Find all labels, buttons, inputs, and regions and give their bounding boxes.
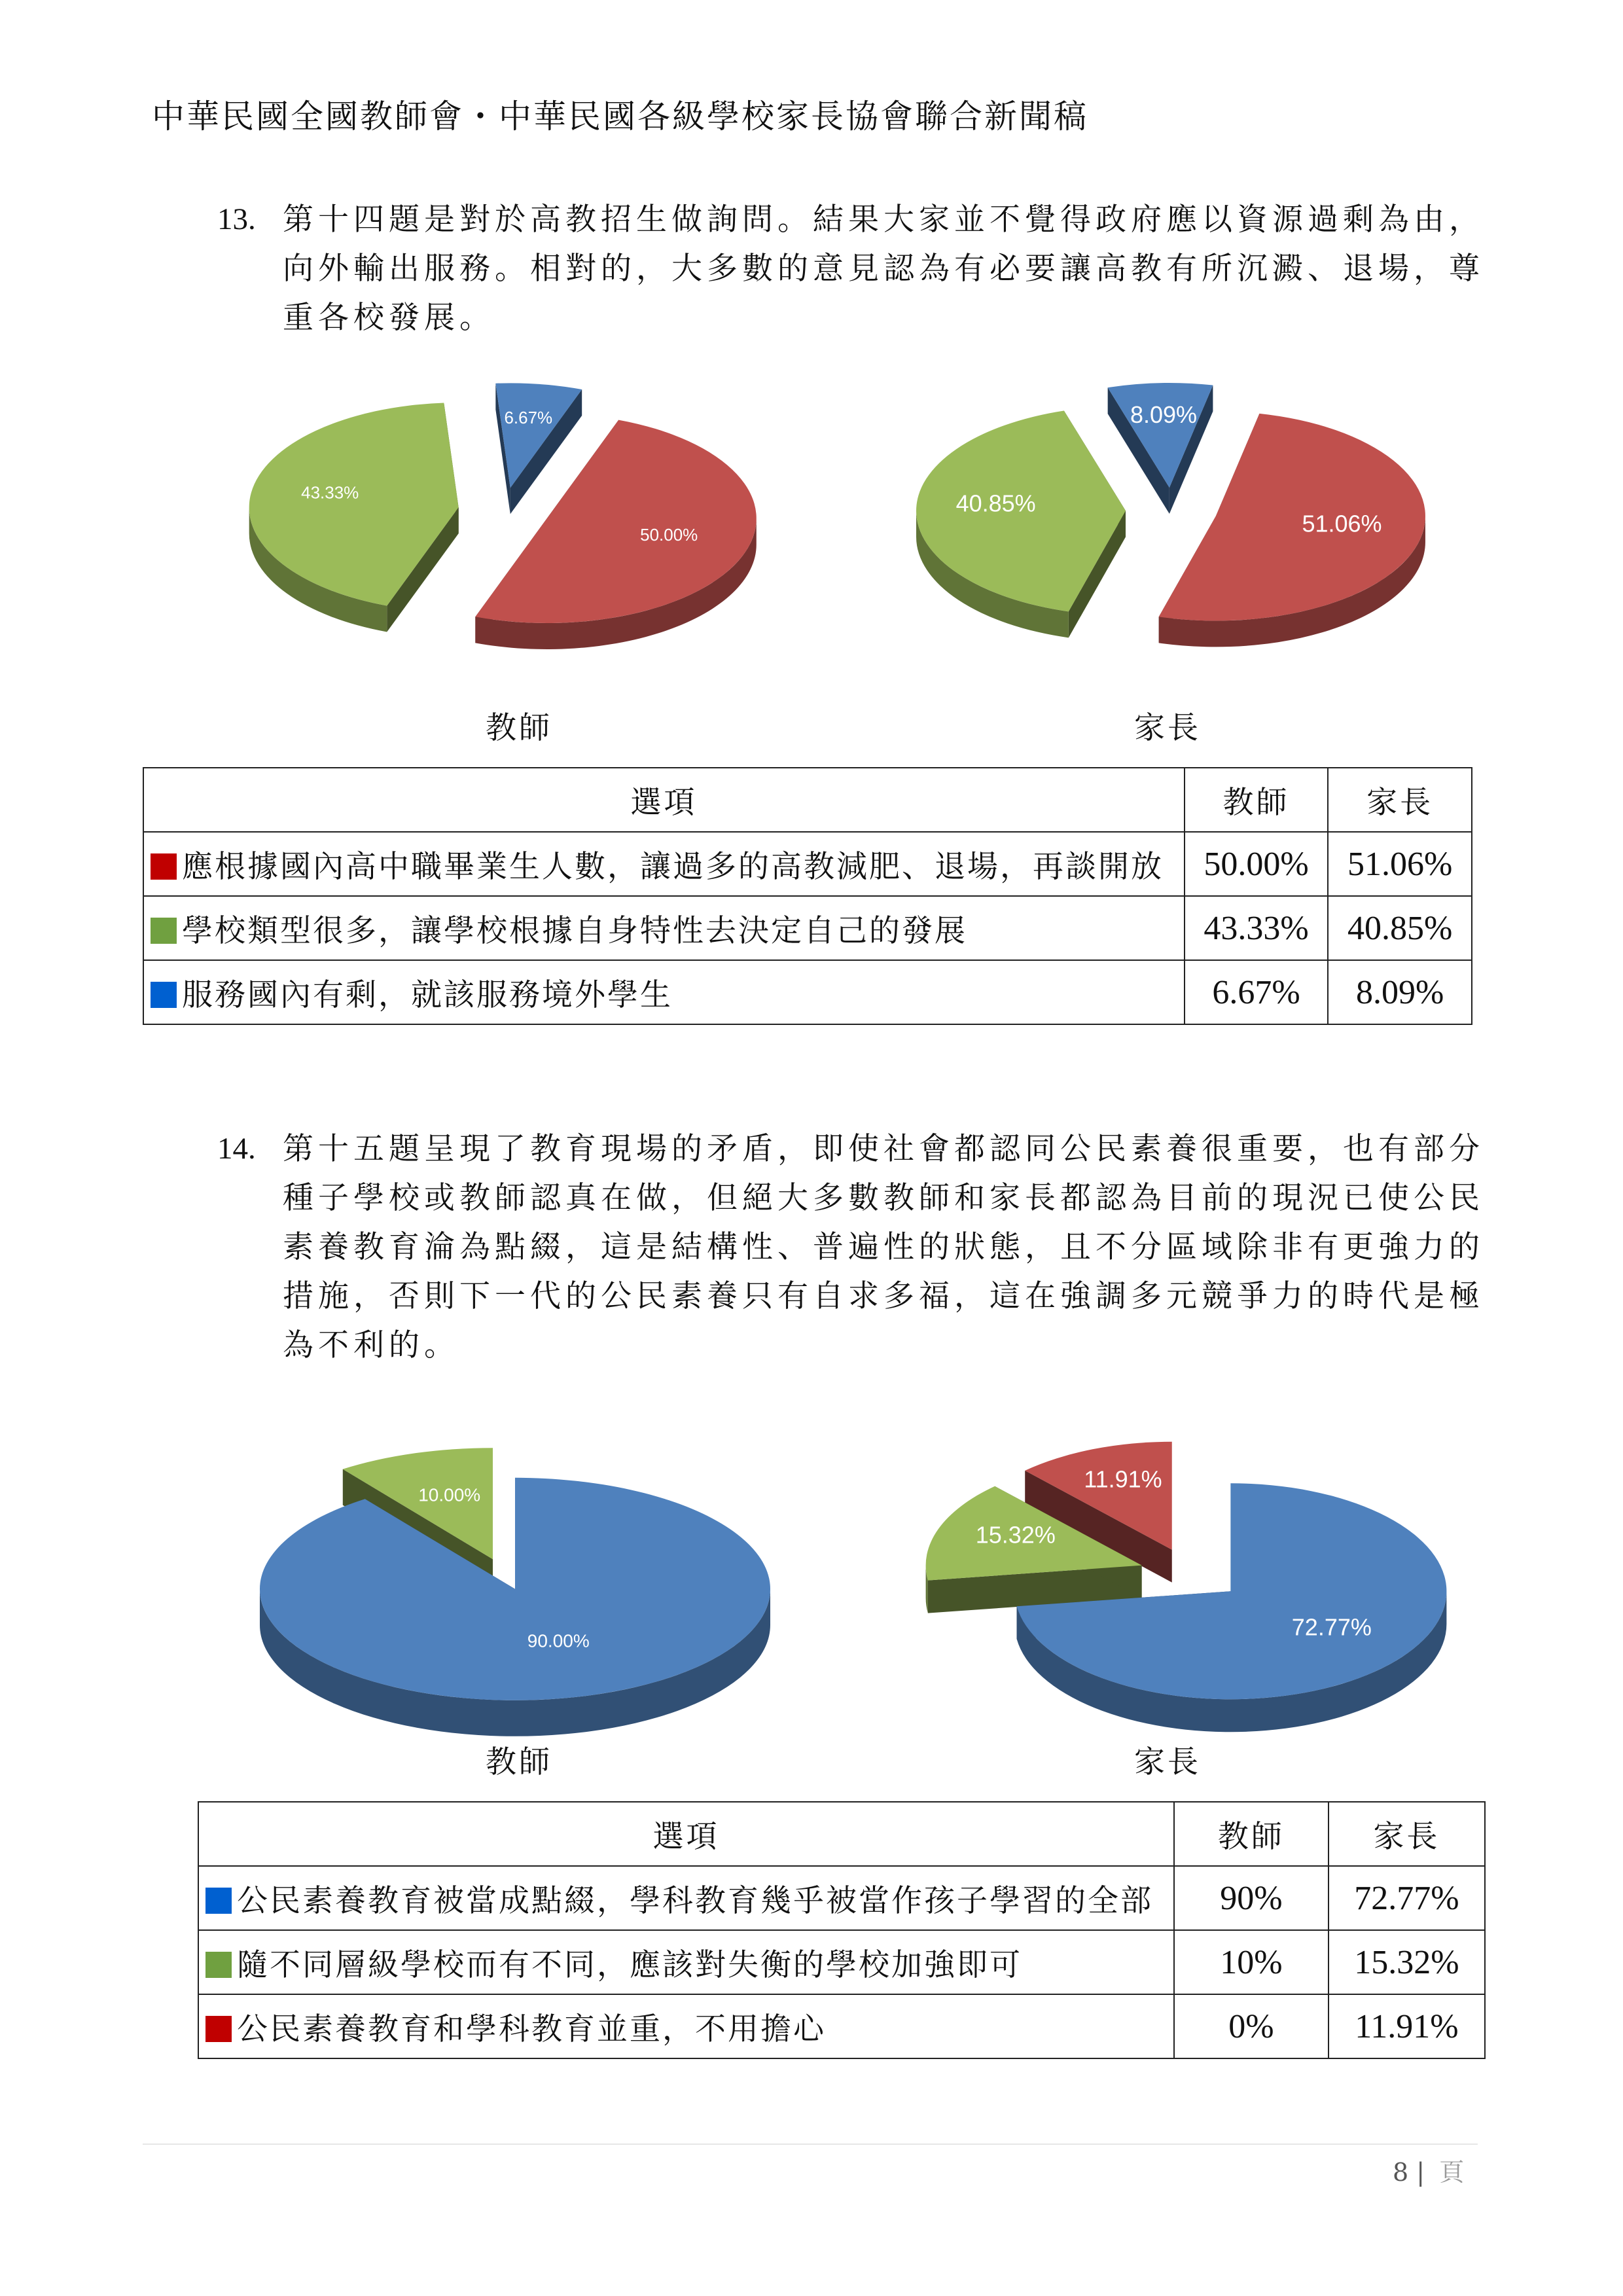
results-table-14 [198,1801,1486,2059]
option-cell [143,960,1185,1024]
teacher-value: 50.00% [1185,832,1329,896]
pie-data-label: 72.77% [1291,1613,1372,1641]
legend-swatch [205,2016,232,2042]
option-cell [143,832,1185,896]
section-14-number: 14. [217,1132,256,1166]
option-cell [198,1994,1174,2058]
pie-data-label: 43.33% [301,482,359,503]
paragraph-line: 素養教育淪為點綴，這是結構性、普遍性的狀態，且不分區域除非有更強力的 [283,1229,1484,1265]
teacher-value: 0% [1174,1994,1329,2058]
section-13-paragraph [217,195,1484,342]
legend-swatch [205,1888,232,1914]
pie-caption-parent: 家長 [1134,710,1201,746]
pie-data-label: 40.85% [955,490,1036,517]
legend-swatch [205,1952,232,1978]
paragraph-line: 重各校發展。 [283,300,495,336]
paragraph-line: 種子學校或教師認真在做，但絕大多數教師和家長都認為目前的現況已使公民 [283,1180,1484,1216]
table-row [198,1930,1485,1994]
pie-chart-13-teacher [242,367,812,694]
legend-swatch [151,853,177,880]
col-header-parent: 家長 [1329,1802,1485,1866]
results-table-13 [143,767,1472,1025]
col-header-parent: 家長 [1328,768,1472,832]
table-header-row [198,1802,1485,1866]
col-header-option: 選項 [198,1802,1174,1866]
col-header-teacher: 教師 [1185,768,1329,832]
table-row [143,896,1472,960]
option-text: 服務國內有剩，就該服務境外學生 [182,977,673,1013]
parent-value: 8.09% [1328,960,1472,1024]
paragraph-line: 第十五題呈現了教育現場的矛盾，即使社會都認同公民素養很重要，也有部分 [283,1131,1484,1167]
page-number-value: 8 [1393,2158,1409,2187]
pie-data-label: 8.09% [1130,401,1198,428]
table-row [143,960,1472,1024]
footer-divider [143,2144,1478,2145]
page-label: 頁 [1439,2158,1465,2187]
option-text: 應根據國內高中職畢業生人數，讓過多的高教減肥、退場，再談開放 [182,848,1164,885]
page-number [1393,2152,1464,2188]
parent-value: 15.32% [1329,1930,1485,1994]
col-header-option: 選項 [143,768,1185,832]
paragraph-line: 措施，否則下一代的公民素養只有自求多福，這在強調多元競爭力的時代是極 [283,1278,1484,1314]
pie-chart-14-teacher [242,1401,812,1741]
option-text: 學校類型很多，讓學校根據自身特性去決定自己的發展 [182,912,967,949]
table-row [198,1994,1485,2058]
pie-data-label: 10.00% [418,1484,481,1505]
pie-slice [260,1478,770,1700]
section-14-paragraph [217,1124,1484,1370]
parent-value: 72.77% [1329,1866,1485,1930]
pie-chart-14-parent [890,1401,1459,1741]
pie-chart-13-parent [890,367,1459,694]
teacher-value: 6.67% [1185,960,1329,1024]
section-13-number: 13. [217,202,256,236]
document-header: 中華民國全國教師會・中華民國各級學校家長協會聯合新聞稿 [152,98,1088,135]
legend-swatch [151,982,177,1008]
parent-value: 51.06% [1328,832,1472,896]
teacher-value: 10% [1174,1930,1329,1994]
parent-value: 11.91% [1329,1994,1485,2058]
pie-data-label: 51.06% [1302,510,1382,537]
pie-data-label: 6.67% [504,408,553,428]
pie-data-label: 50.00% [640,524,698,545]
table-row [198,1866,1485,1930]
paragraph-line: 為不利的。 [283,1327,459,1363]
option-text: 公民素養教育和學科教育並重，不用擔心 [237,2011,826,2047]
col-header-teacher: 教師 [1174,1802,1329,1866]
paragraph-line: 第十四題是對於高教招生做詢問。結果大家並不覺得政府應以資源過剩為由， [283,202,1484,238]
paragraph-line: 向外輸出服務。相對的，大多數的意見認為有必要讓高教有所沉澱、退場，尊 [283,251,1484,287]
option-cell [198,1866,1174,1930]
page-number-separator: | [1416,2158,1425,2187]
option-cell [198,1930,1174,1994]
table-row [143,832,1472,896]
table-header-row [143,768,1472,832]
option-cell [143,896,1185,960]
legend-swatch [151,918,177,944]
option-text: 隨不同層級學校而有不同，應該對失衡的學校加強即可 [237,1946,1022,1983]
teacher-value: 43.33% [1185,896,1329,960]
pie-data-label: 90.00% [527,1630,590,1651]
pie-data-label: 11.91% [1084,1465,1162,1493]
pie-caption-teacher: 教師 [486,1744,552,1780]
teacher-value: 90% [1174,1866,1329,1930]
parent-value: 40.85% [1328,896,1472,960]
pie-caption-teacher: 教師 [486,710,552,746]
option-text: 公民素養教育被當成點綴，學科教育幾乎被當作孩子學習的全部 [237,1882,1153,1919]
pie-caption-parent: 家長 [1134,1744,1201,1780]
pie-data-label: 15.32% [975,1521,1056,1549]
